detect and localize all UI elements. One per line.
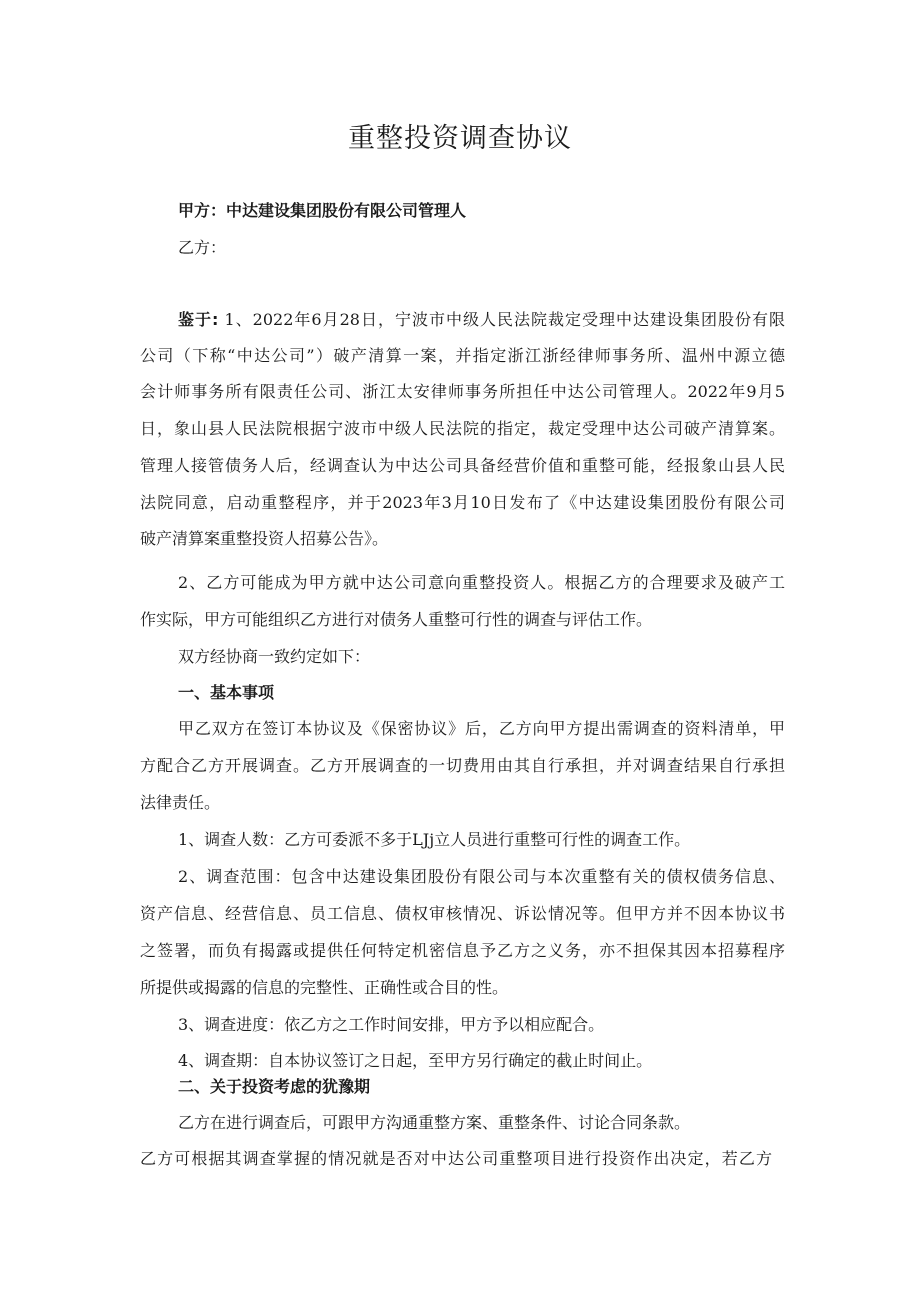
item-2-line-3: 之签署，而负有揭露或提供任何特定机密信息予乙方之义务，亦不担保其因本招募程序 <box>140 941 785 960</box>
whereas-line-2: 公司（下称“中达公司”）破产清算一案，并指定浙江浙经律师事务所、温州中源立德 <box>140 346 785 365</box>
agreement-intro: 双方经协商一致约定如下： <box>178 647 371 666</box>
para2-line-1: 2、乙方可能成为甲方就中达公司意向重整投资人。根据乙方的合理要求及破产工 <box>178 573 785 592</box>
item-2-line-4: 所提供或揭露的信息的完整性、正确性或合目的性。 <box>140 978 509 997</box>
item-1: 1、调查人数：乙方可委派不多于LJj立人员进行重整可行性的调查工作。 <box>178 830 691 849</box>
item-4: 4、调查期：自本协议签订之日起，至甲方另行确定的截止时间止。 <box>178 1051 653 1070</box>
item-2-line-1: 2、调查范围：包含中达建设集团股份有限公司与本次重整有关的债权债务信息、 <box>178 867 785 886</box>
item-2-line-2: 资产信息、经营信息、员工信息、债权审核情况、诉讼情况等。但甲方并不因本协议书 <box>140 904 785 923</box>
document-title: 重整投资调查协议 <box>348 123 572 154</box>
section1-line-2: 方配合乙方开展调查。乙方开展调查的一切费用由其自行承担，并对调查结果自行承担 <box>140 756 785 775</box>
party-a: 甲方：中达建设集团股份有限公司管理人 <box>178 201 467 220</box>
whereas-line-5: 管理人接管债务人后，经调查认为中达公司具备经营价值和重整可能，经报象山县人民 <box>140 456 785 475</box>
whereas-line-7: 破产清算案重整投资人招募公告》。 <box>140 529 389 548</box>
whereas-line-4: 日，象山县人民法院根据宁波市中级人民法院的指定，裁定受理中达公司破产清算案。 <box>140 419 785 438</box>
item-3: 3、调查进度：依乙方之工作时间安排，甲方予以相应配合。 <box>178 1015 605 1034</box>
section2-line-2: 乙方可根据其调查掌握的情况就是否对中达公司重整项目进行投资作出决定，若乙方 <box>140 1149 772 1168</box>
whereas-line-3: 会计师事务所有限责任公司、浙江太安律师事务所担任中达公司管理人。2022年9月5 <box>140 382 785 401</box>
whereas-line-6: 法院同意，启动重整程序，并于2023年3月10日发布了《中达建设集团股份有限公司 <box>140 493 785 512</box>
section2-line-1: 乙方在进行调查后，可跟甲方沟通重整方案、重整条件、讨论合同条款。 <box>178 1113 691 1132</box>
section2-heading: 二、关于投资考虑的犹豫期 <box>178 1077 371 1096</box>
para2-line-2: 作实际，甲方可能组织乙方进行对债务人重整可行性的调查与评估工作。 <box>140 610 653 629</box>
party-b: 乙方： <box>178 238 227 257</box>
whereas-line-1: 鉴于: 1、2022年6月28日，宁波市中级人民法院裁定受理中达建设集团股份有限 <box>178 310 785 329</box>
section1-line-3: 法律责任。 <box>140 793 221 812</box>
section1-heading: 一、基本事项 <box>178 683 275 702</box>
whereas-label: 鉴于: <box>178 310 219 329</box>
section1-line-1: 甲乙双方在签订本协议及《保密协议》后，乙方向甲方提出需调查的资料清单，甲 <box>178 719 785 738</box>
